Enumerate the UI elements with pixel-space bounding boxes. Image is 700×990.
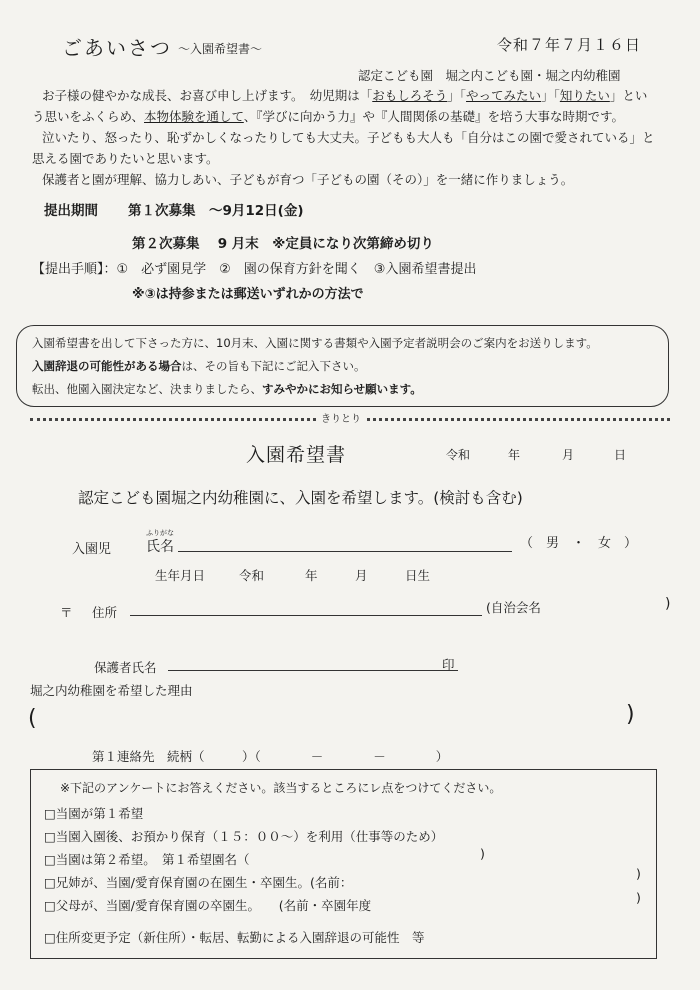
greeting-title: ごあいさつ: [62, 36, 172, 60]
survey-item-sibling[interactable]: □兄姉が、当園/愛育保育園の在園生・卒園生。(名前：: [44, 875, 353, 890]
contact-label[interactable]: 第１連絡先 続柄（ ）（ － － ）: [92, 749, 449, 764]
submission-note: ※③は持参または郵送いずれかの方法で: [132, 287, 364, 302]
form-statement: 認定こども園堀之内幼稚園に、入園を希望します。(検討も含む): [78, 489, 523, 507]
survey-item-extended-care[interactable]: □当園入園後、お預かり保育（１５：００〜）を利用（仕事等のため）: [44, 829, 444, 844]
guardian-label: 保護者氏名: [94, 660, 157, 675]
association-label: (自治会名: [486, 600, 541, 615]
form-title: 入園希望書: [246, 444, 347, 466]
organization-name: 認定こども園 堀之内こども園・堀之内幼稚園: [358, 68, 621, 83]
notice-line-3: 転出、他園入園決定など、決まりましたら、すみやかにお知らせ願います。: [32, 382, 422, 396]
greeting-line-2: う思いをふくらめ、本物体験を通して、『学びに向かう力』や『人間関係の基礎』を培う大事な時期です。: [32, 109, 625, 124]
birth-era: 令和: [239, 568, 265, 583]
form-date-day: 日: [614, 448, 627, 462]
reason-open-paren: (: [28, 706, 37, 731]
submission-procedure: 【提出手順】：① 必ず園見学 ② 園の保育方針を聞く ③入園希望書提出: [32, 262, 477, 277]
survey-item-parent-alumni-close: ): [636, 890, 641, 905]
furigana-label: ふりがな: [146, 529, 174, 537]
birth-day: 日生: [405, 568, 431, 583]
notice-line-2: 入園辞退の可能性がある場合は、その旨も下記にご記入下さい。: [32, 359, 366, 373]
birth-month: 月: [355, 568, 368, 583]
association-close-paren: ): [665, 596, 671, 612]
greeting-subtitle: 〜入園希望書〜: [178, 42, 263, 56]
name-label: 氏名: [146, 539, 174, 555]
reason-label: 堀之内幼稚園を希望した理由: [30, 683, 193, 698]
form-date-era: 令和: [446, 448, 471, 462]
form-date-month: 月: [562, 448, 575, 462]
child-label: 入園児: [72, 542, 112, 557]
cut-label: きりとり: [318, 410, 364, 425]
birth-year: 年: [305, 568, 318, 583]
survey-item-second-choice[interactable]: □当園は第２希望。 第１希望園名（: [44, 852, 250, 867]
first-round: 第１次募集 〜9月12日(金): [128, 203, 304, 219]
guardian-name-field[interactable]: [168, 670, 458, 671]
greeting-line-3: 泣いたり、怒ったり、恥ずかしくなったりしても大丈夫。子どもも大人も「自分はこの園で愛されている」と: [42, 130, 655, 145]
survey-item-parent-alumni[interactable]: □父母が、当園/愛育保育園の卒園生。 (名前・卒園年度: [44, 898, 372, 913]
survey-item-second-choice-close: ): [480, 846, 485, 861]
survey-item-first-choice[interactable]: □当園が第１希望: [44, 806, 144, 821]
survey-item-sibling-close: ): [636, 866, 641, 881]
address-field[interactable]: [130, 615, 482, 616]
gender-choice[interactable]: （ 男 ・ 女 ）: [520, 536, 638, 551]
survey-intro: ※下記のアンケートにお答えください。該当するところにレ点をつけてください。: [60, 781, 502, 795]
second-round: 第２次募集 9 月末 ※定員になり次第締め切り: [132, 236, 434, 252]
submission-period-label: 提出期間: [44, 203, 98, 219]
greeting-line-1: お子様の健やかな成長、お喜び申し上げます。 幼児期は「おもしろそう」「やってみたい」「知りたい」とい: [42, 88, 648, 103]
reason-close-paren: ): [626, 702, 635, 727]
notice-line-1: 入園希望書を出して下さった方に、10月末、入園に関する書類や入園予定者説明会のご案内をお送りします。: [32, 336, 598, 350]
seal-mark: 印: [442, 657, 455, 672]
greeting-line-5: 保護者と園が理解、協力しあい、子どもが育つ「子どもの園（その）」を一緒に作りましょう。: [42, 172, 574, 187]
birth-label: 生年月日: [155, 568, 206, 583]
child-name-field[interactable]: [178, 551, 512, 552]
postal-mark: 〒: [60, 605, 73, 620]
address-label: 住所: [92, 605, 118, 620]
survey-item-address-change[interactable]: □住所変更予定（新住所）・転居、転勤による入園辞退の可能性 等: [44, 930, 425, 945]
greeting-line-4: 思える園でありたいと思います。: [32, 151, 219, 166]
form-date-year: 年: [508, 448, 521, 462]
issue-date: 令和７年７月１６日: [497, 36, 642, 54]
